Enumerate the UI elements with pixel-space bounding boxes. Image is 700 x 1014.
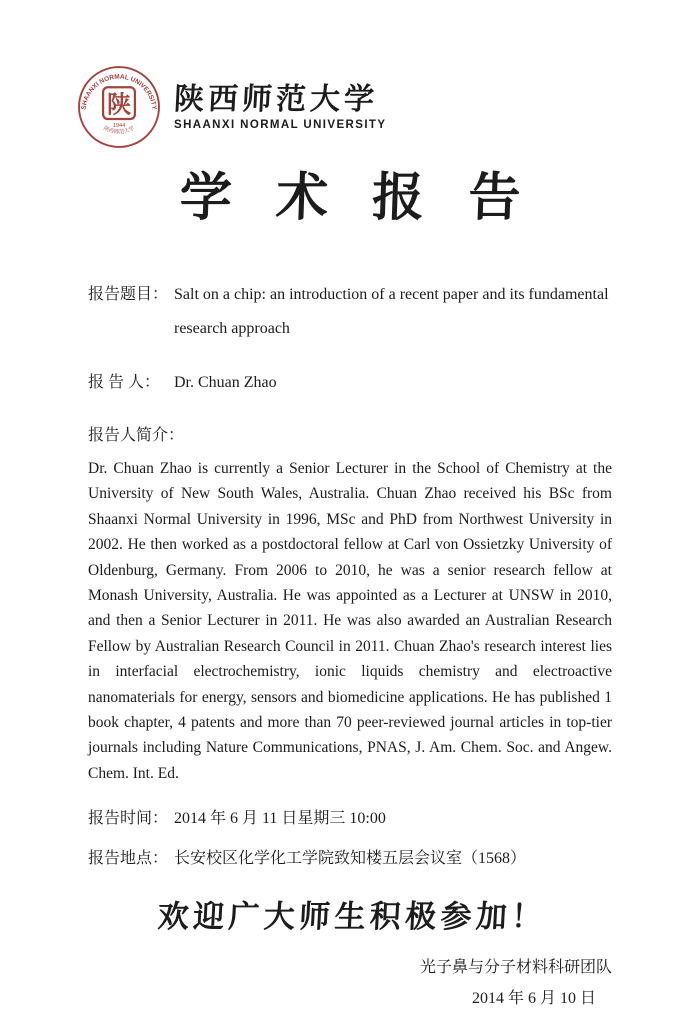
document-title: 学 术 报 告: [178, 170, 537, 227]
university-seal-icon: [76, 64, 162, 150]
university-name-zh: 陕西师范大学: [173, 82, 379, 116]
seal-ring-text-zh: 陕西师范大学: [102, 125, 136, 136]
signature-date: 2014 年 6 月 10 日: [471, 989, 596, 1007]
seal-year: 1944: [112, 123, 126, 130]
report-title-value: Salt on a chip: an introduction of a recent paper and its fundamental research approach: [174, 286, 609, 337]
time-value: 2014 年 6 月 11 日星期三 10:00: [174, 809, 386, 827]
seal-ring-text-en: SHAANXI NORMAL UNIVERSITY: [80, 73, 158, 111]
location-label: 报告地点：: [88, 849, 169, 867]
time-row: [88, 802, 612, 836]
signature-team: 光子鼻与分子材料科研团队: [419, 958, 612, 976]
speaker-biography: Dr. Chuan Zhao is currently a Senior Lecturer in the School of Chemistry at the University of New South Wales, Australia. Chuan Zhao received his BSc from Shaanxi Normal University in 1996, MSc and PhD from Northwest University in 2002. He then worked as a postdoctoral fellow at Carl von Ossietzky University of Oldenburg, Germany. From 2006 to 2010, he was a senior research fellow at Monash University, Australia. He was appointed as a Lecturer at UNSW in 2010, and then a Senior Lecturer in 2011. He was also awarded an Australian Research Fellow by Australian Research Council in 2011. Chuan Zhao's research interest lies in interfacial electrochemistry, ionic liquids chemistry and electroactive nanomaterials for energy, sensors and biomedicine applications. He has published 1 book chapter, 4 patents and more than 70 peer-reviewed journal articles in top-tier journals including Nature Communications, PNAS, J. Am. Chem. Soc. and Angew. Chem. Int. Ed.: [88, 460, 612, 782]
seal-character: 陕: [106, 92, 132, 119]
university-header: [76, 64, 612, 150]
location-row: [88, 842, 612, 876]
report-title-label: 报告题目：: [88, 286, 169, 303]
time-label: 报告时间：: [88, 809, 169, 827]
report-title-row: [88, 278, 612, 346]
welcome-line: 欢迎广大师生积极参加！: [156, 898, 548, 934]
speaker-value: Dr. Chuan Zhao: [174, 374, 277, 391]
signature-block: [88, 952, 612, 1014]
bio-heading: 报告人简介：: [88, 427, 185, 444]
university-name-en: SHAANXI NORMAL UNIVERSITY: [174, 118, 387, 131]
location-value: 长安校区化学化工学院致知楼五层会议室（1568）: [174, 849, 527, 867]
university-logotype: [174, 84, 386, 131]
speaker-label: 报 告 人：: [88, 374, 161, 391]
speaker-row: [88, 366, 612, 400]
